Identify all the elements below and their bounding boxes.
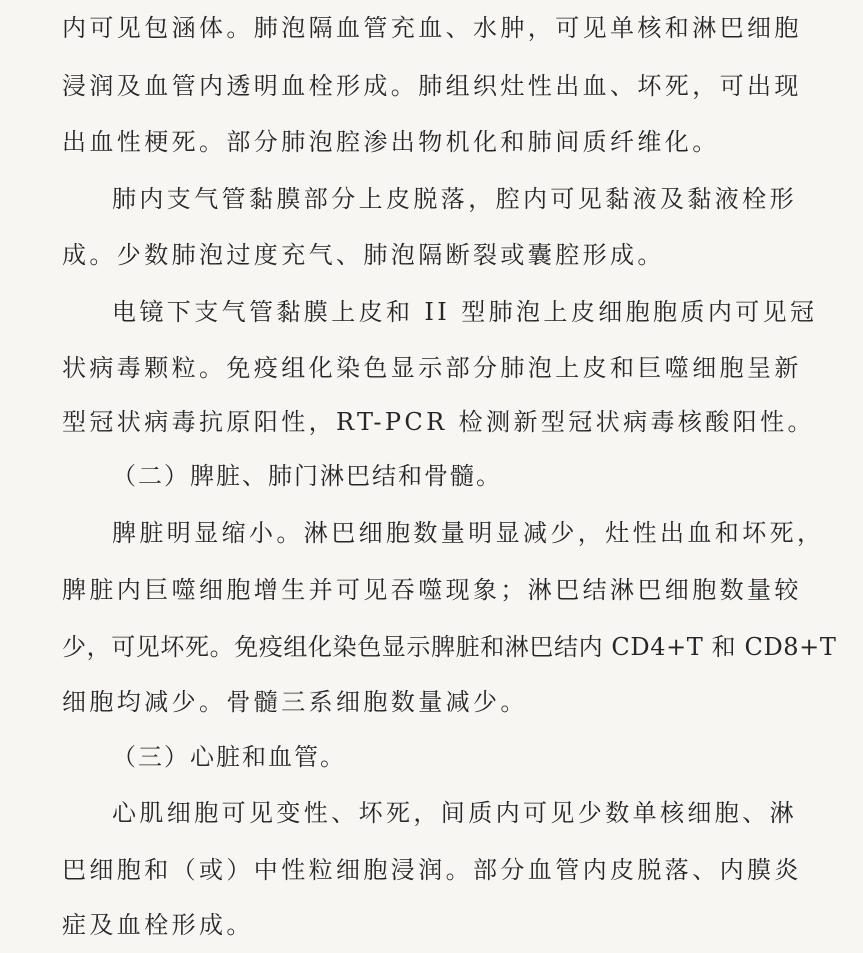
- text-line: 内可见包涵体。肺泡隔血管充血、水肿，可见单核和淋巴细胞: [62, 14, 802, 42]
- text-line: 脾脏内巨噬细胞增生并可见吞噬现象；淋巴结淋巴细胞数量较: [62, 576, 802, 604]
- text-line: 成。少数肺泡过度充气、肺泡隔断裂或囊腔形成。: [62, 241, 665, 269]
- text-line: 出血性梗死。部分肺泡腔渗出物机化和肺间质纤维化。: [62, 128, 720, 156]
- text-line: 肺内支气管黏膜部分上皮脱落，腔内可见黏液及黏液栓形: [112, 185, 797, 213]
- section-heading: （二）脾脏、肺门淋巴结和骨髓。: [112, 462, 502, 490]
- section-heading: （三）心脏和血管。: [112, 743, 346, 771]
- text-line: 心肌细胞可见变性、坏死，间质内可见少数单核细胞、淋: [112, 799, 797, 827]
- text-line: 型冠状病毒抗原阳性，RT-PCR 检测新型冠状病毒核酸阳性。: [62, 408, 815, 436]
- text-line: 脾脏明显缩小。淋巴细胞数量明显减少，灶性出血和坏死，: [112, 519, 825, 547]
- text-line: 浸润及血管内透明血栓形成。肺组织灶性出血、坏死，可出现: [62, 72, 802, 100]
- text-line: 状病毒颗粒。免疫组化染色显示部分肺泡上皮和巨噬细胞呈新: [62, 354, 802, 382]
- text-line: 症及血栓形成。: [62, 911, 254, 939]
- text-line: 少，可见坏死。免疫组化染色显示脾脏和淋巴结内 CD4+T 和 CD8+T: [62, 633, 837, 661]
- text-line: 巴细胞和（或）中性粒细胞浸润。部分血管内皮脱落、内膜炎: [62, 856, 802, 884]
- text-line: 电镜下支气管黏膜上皮和 II 型肺泡上皮细胞胞质内可见冠: [112, 298, 818, 326]
- text-line: 细胞均减少。骨髓三系细胞数量减少。: [62, 688, 528, 716]
